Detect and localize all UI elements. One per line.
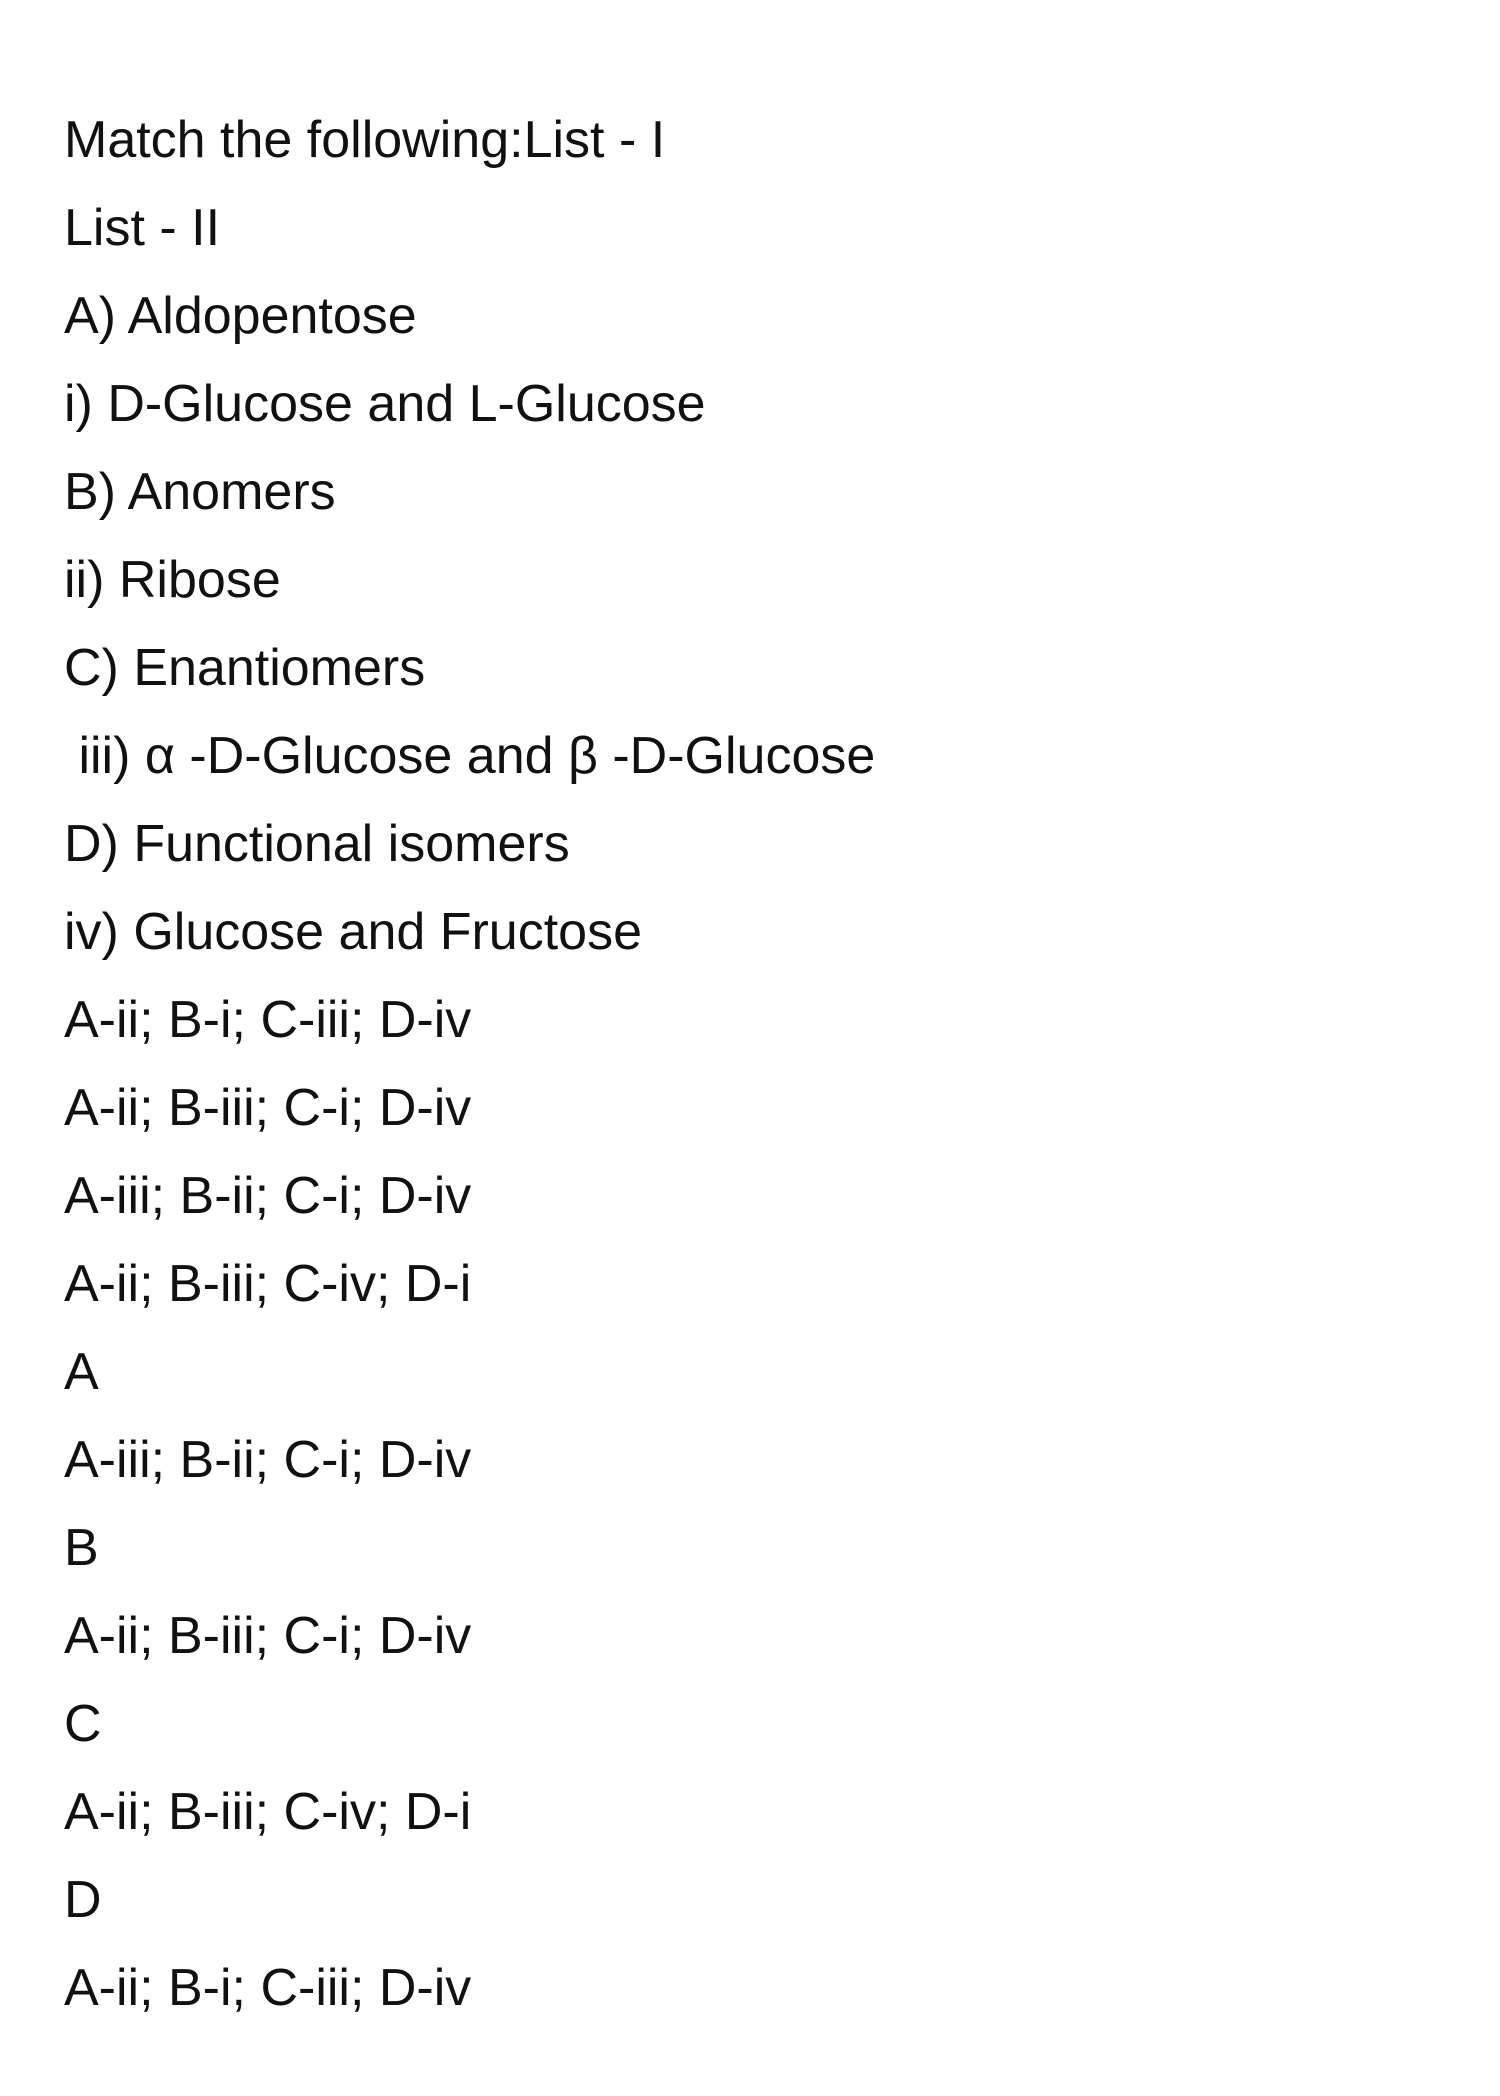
document-page (64, 96, 1444, 2032)
list-ii-item-ii: ii) Ribose (64, 551, 281, 609)
option-label-a: A (64, 1343, 99, 1401)
option-b-text: A-ii; B-iii; C-i; D-iv (64, 1607, 472, 1665)
option-a-text: A-iii; B-ii; C-i; D-iv (64, 1431, 472, 1489)
option-label-b: B (64, 1519, 99, 1577)
list-ii-item-iv: iv) Glucose and Fructose (64, 903, 643, 961)
list-i-item-c: C) Enantiomers (64, 639, 426, 697)
list-i-item-a: A) Aldopentose (64, 287, 417, 345)
option-text-3: A-iii; B-ii; C-i; D-iv (64, 1167, 472, 1225)
option-label-c: C (64, 1695, 102, 1753)
option-label-d: D (64, 1871, 102, 1929)
option-c-text: A-ii; B-iii; C-iv; D-i (64, 1783, 472, 1841)
option-d-text: A-ii; B-i; C-iii; D-iv (64, 1959, 472, 2017)
option-text-4: A-ii; B-iii; C-iv; D-i (64, 1255, 472, 1313)
list-ii-heading: List - II (64, 199, 221, 257)
list-i-item-b: B) Anomers (64, 463, 336, 521)
question-title: Match the following:List - I (64, 111, 666, 169)
list-i-item-d: D) Functional isomers (64, 815, 570, 873)
option-text-2: A-ii; B-iii; C-i; D-iv (64, 1079, 472, 1137)
list-ii-item-i: i) D-Glucose and L-Glucose (64, 375, 706, 433)
list-ii-item-iii: iii) α -D-Glucose and β -D-Glucose (64, 727, 876, 785)
option-text-1: A-ii; B-i; C-iii; D-iv (64, 991, 472, 1049)
